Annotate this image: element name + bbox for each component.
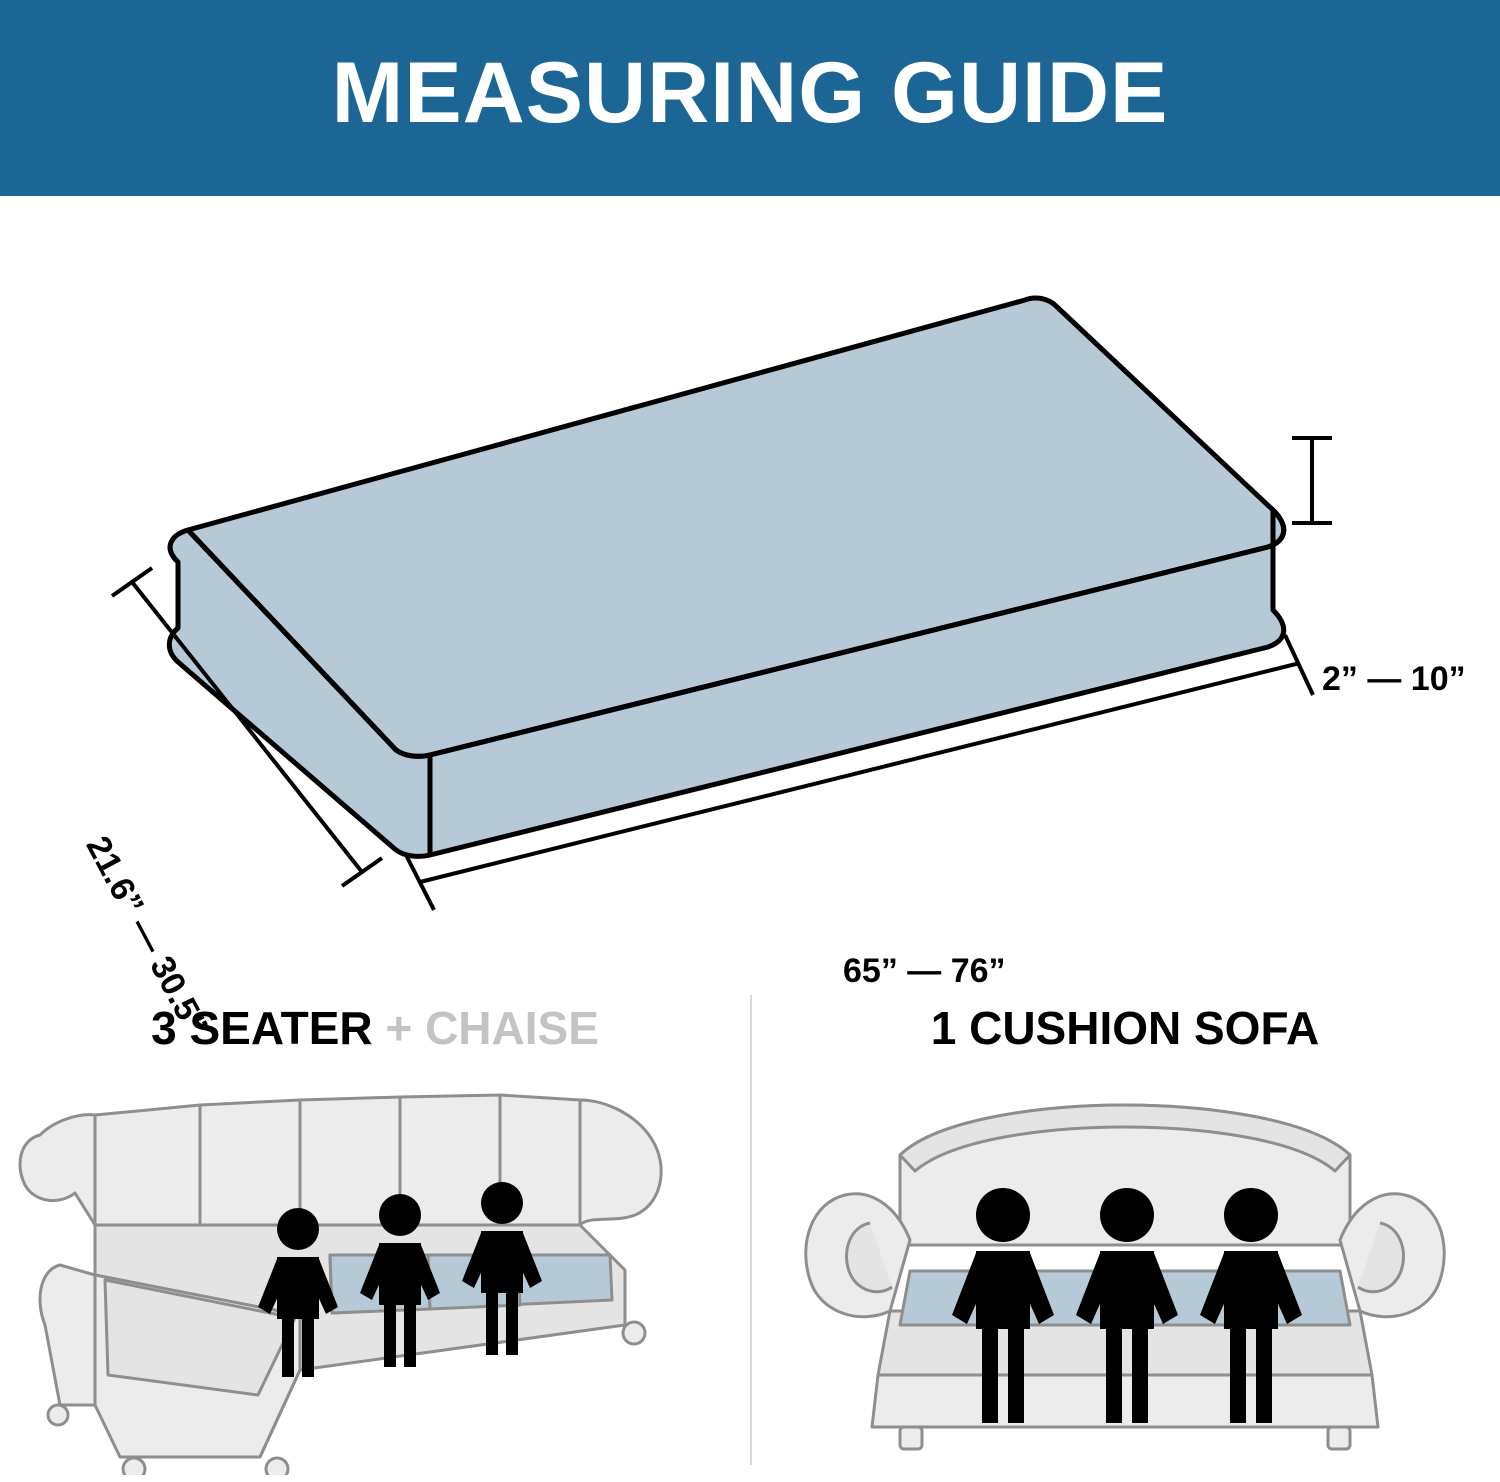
cushion-diagram-svg	[0, 210, 1500, 950]
length-dimension-label: 65” — 76”	[843, 952, 1006, 990]
dimension-line-height	[1292, 438, 1332, 523]
one-cushion-sofa-illustration-svg	[750, 1075, 1500, 1475]
one-cushion-sofa-title: 1 CUSHION SOFA	[930, 1002, 1320, 1054]
sofa-types-section	[0, 985, 1500, 1482]
sectional-sofa-illustration-svg	[0, 1075, 750, 1475]
plus-symbol: +	[385, 1002, 413, 1054]
three-seater-chaise-title	[0, 1001, 750, 1055]
three-seater-label: 3 SEATER	[151, 1002, 373, 1054]
cushion-shape	[169, 298, 1283, 856]
one-cushion-sofa-figure	[750, 1075, 1500, 1475]
panel-three-seater-chaise	[0, 985, 750, 1482]
panel-one-cushion-sofa	[750, 985, 1500, 1482]
depth-dimension-label: 21.6” — 30.5”	[78, 830, 215, 1042]
three-seater-chaise-figure	[0, 1075, 750, 1475]
page-title: MEASURING GUIDE	[331, 45, 1169, 141]
height-dimension-label: 2” — 10”	[1322, 660, 1466, 698]
chaise-label: CHAISE	[425, 1002, 599, 1054]
